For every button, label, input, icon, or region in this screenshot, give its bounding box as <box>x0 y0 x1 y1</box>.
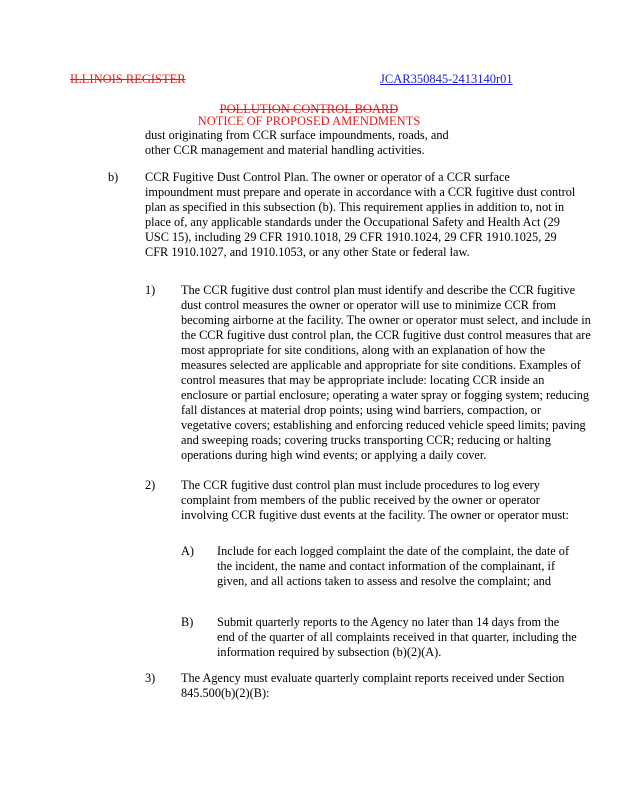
register-header: ILLINOIS REGISTER <box>70 72 186 86</box>
jcar-code[interactable]: JCAR350845-2413140r01 <box>380 72 513 86</box>
section-b2-label: 2) <box>145 478 156 492</box>
section-b2B-text: Submit quarterly reports to the Agency no later than 14 days from the end of the quarter of all complaints received in that quarter, including the information required by subsection (b)(2)(A). <box>217 615 577 659</box>
section-b1-text: The CCR fugitive dust control plan must identify and describe the CCR fugitive dust control measures the owner or operator will use to minimize CCR from becoming airborne at the facility. The owner or operator must select, and include in the CCR fugitive dust control plan, the CCR fugitive dust control measures that are most appropriate for site conditions, along with an explanation of how the measures selected are applicable and appropriate for site conditions. Examples of control measures that may be appropriate include: locating CCR inside an enclosure or partial enclosure; operating a water spray or fogging system; reducing fall distances at material drop points; using wind barriers, compaction, or vegetative covers; establishing and enforcing reduced vehicle speed limits; paving and sweeping roads; covering trucks transporting CCR; reducing or halting operations during high wind events; or applying a daily cover. <box>181 283 591 462</box>
section-b2A-label: A) <box>181 544 194 558</box>
intro-paragraph: dust originating from CCR surface impoundments, roads, and other CCR management and material handling activities. <box>145 128 449 157</box>
section-b2A-text: Include for each logged complaint the date of the complaint, the date of the incident, the name and contact information of the complainant, if given, and all actions taken to assess and resolve the complaint; and <box>217 544 570 588</box>
section-b2B-label: B) <box>181 615 194 629</box>
section-b3-text: The Agency must evaluate quarterly complaint reports received under Section 845.500(b)(2)(B): <box>181 671 565 700</box>
section-b2-text: The CCR fugitive dust control plan must include procedures to log every complaint from members of the public received by the owner or operator involving CCR fugitive dust events at the facility. The owner or operator must: <box>181 478 569 522</box>
notice-title: NOTICE OF PROPOSED AMENDMENTS <box>197 114 421 128</box>
section-b1-label: 1) <box>145 283 156 297</box>
board-title: POLLUTION CONTROL BOARD <box>219 102 399 116</box>
section-b3-label: 3) <box>145 671 156 685</box>
section-b-text: CCR Fugitive Dust Control Plan. The owner or operator of a CCR surface impoundment must prepare and operate in accordance with a CCR fugitive dust control plan as specified in this subsection (b). This requirement applies in addition to, not in place of, any applicable standards under the Occupational Safety and Health Act (29 USC 15), including 29 CFR 1910.1018, 29 CFR 1910.1024, 29 CFR 1910.1025, 29 CFR 1910.1027, and 1910.1053, or any other State or federal law. <box>145 170 576 259</box>
section-b-label: b) <box>108 170 119 184</box>
